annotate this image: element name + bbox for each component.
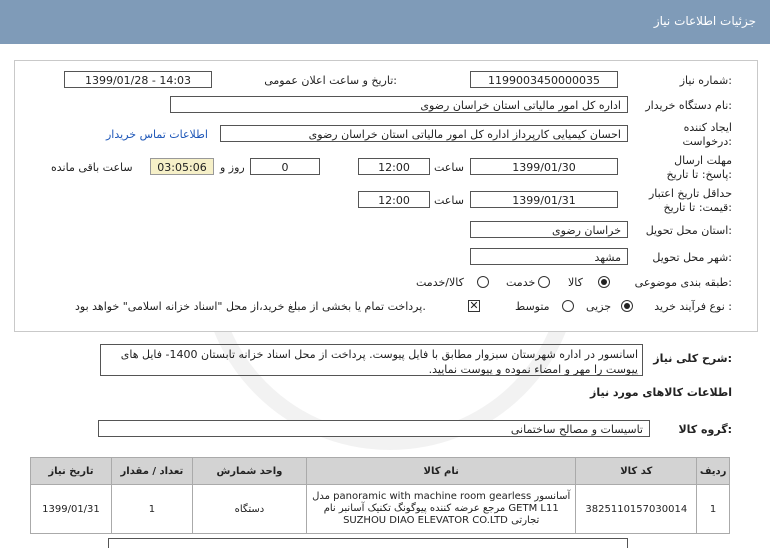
table-row[interactable] <box>31 485 730 534</box>
cell-quantity: 1 <box>111 485 192 534</box>
treasury-checkbox[interactable]: ✕ <box>469 299 479 312</box>
cell-need-date: 1399/01/31 <box>31 485 112 534</box>
next-field-partial <box>108 538 628 548</box>
creator-label: ایجاد کننده درخواست: <box>682 121 732 148</box>
table-header-row <box>31 458 730 485</box>
announce-label: تاریخ و ساعت اعلان عمومی: <box>264 74 397 87</box>
cell-goods-name: آسانسور panoramic with machine room gearless مدل GETM L11 مرجع عرضه کننده پیوگونگ تکنیک آسانبر نام تجارتی SUZHOU DIAO ELEVATOR CO.LTD <box>307 485 576 534</box>
validity-time-label: ساعت <box>434 194 464 207</box>
days-label: روز و <box>220 161 245 174</box>
announce-field: 1399/01/28 - 14:03 <box>64 71 212 88</box>
city-label: شهر محل تحویل: <box>652 251 732 264</box>
process-label: نوع فرآیند خرید : <box>654 300 732 313</box>
col-unit: واحد شمارش <box>192 458 306 485</box>
process-minor-radio[interactable] <box>621 300 633 312</box>
description-label: شرح کلی نیاز: <box>653 352 732 365</box>
creator-field: احسان کیمیایی کارپرداز اداره کل امور مالیاتی استان خراسان رضوی <box>220 125 628 142</box>
page-title: جزئیات اطلاعات نیاز <box>653 14 756 28</box>
col-row: ردیف <box>697 458 730 485</box>
category-goods-service-radio[interactable] <box>477 276 489 288</box>
description-field: اسانسور در اداره شهرستان سبزوار مطابق با فایل پیوست. پرداخت از محل اسناد خزانه تابستان 1400- فایل های پیوست را مهر و امضاء نموده و پیوست نمایید. <box>100 344 643 376</box>
process-medium-radio[interactable] <box>562 300 574 312</box>
goods-group-field: تاسیسات و مصالح ساختمانی <box>98 420 650 437</box>
cell-unit: دستگاه <box>192 485 306 534</box>
category-label: طبقه بندی موضوعی: <box>634 276 732 289</box>
process-minor-label: جزیی <box>586 300 612 313</box>
goods-group-label: گروه کالا: <box>678 423 732 436</box>
validity-label: حداقل تاریخ اعتبار قیمت: تا تاریخ: <box>648 187 732 214</box>
reply-time-field: 12:00 <box>358 158 430 175</box>
buyer-contact-link[interactable]: اطلاعات تماس خریدار <box>106 128 208 141</box>
cell-goods-code: 3825110157030014 <box>576 485 697 534</box>
remaining-time-field: 03:05:06 <box>150 158 214 175</box>
validity-time-field: 12:00 <box>358 191 430 208</box>
category-goods-radio[interactable] <box>598 276 610 288</box>
validity-date-field: 1399/01/31 <box>470 191 618 208</box>
category-service-radio[interactable] <box>538 276 550 288</box>
process-medium-label: متوسط <box>515 300 550 313</box>
reply-time-label: ساعت <box>434 161 464 174</box>
city-field: مشهد <box>470 248 628 265</box>
cell-row: 1 <box>697 485 730 534</box>
category-goods-service-label: کالا/خدمت <box>416 276 464 289</box>
buyer-field: اداره کل امور مالیاتی استان خراسان رضوی <box>170 96 628 113</box>
category-goods-label: کالا <box>568 276 583 289</box>
province-field: خراسان رضوی <box>470 221 628 238</box>
need-number-label: شماره نیاز: <box>679 74 732 87</box>
remaining-label: ساعت باقی مانده <box>51 161 133 174</box>
need-number-field: 1199003450000035 <box>470 71 618 88</box>
col-goods-code: کد کالا <box>576 458 697 485</box>
province-label: استان محل تحویل: <box>645 224 732 237</box>
col-goods-name: نام کالا <box>307 458 576 485</box>
goods-table <box>30 457 730 534</box>
col-quantity: تعداد / مقدار <box>111 458 192 485</box>
category-service-label: خدمت <box>506 276 536 289</box>
buyer-label: نام دستگاه خریدار: <box>645 99 732 112</box>
reply-date-field: 1399/01/30 <box>470 158 618 175</box>
treasury-note: پرداخت تمام یا بخشی از مبلغ خرید،از محل "اسناد خزانه اسلامی" خواهد بود. <box>75 300 426 313</box>
goods-section-title: اطلاعات کالاهای مورد نیاز <box>590 386 732 399</box>
days-field: 0 <box>250 158 320 175</box>
reply-deadline-label: مهلت ارسال پاسخ: تا تاریخ: <box>666 154 732 181</box>
col-need-date: تاریخ نیاز <box>31 458 112 485</box>
page-header <box>0 0 770 44</box>
